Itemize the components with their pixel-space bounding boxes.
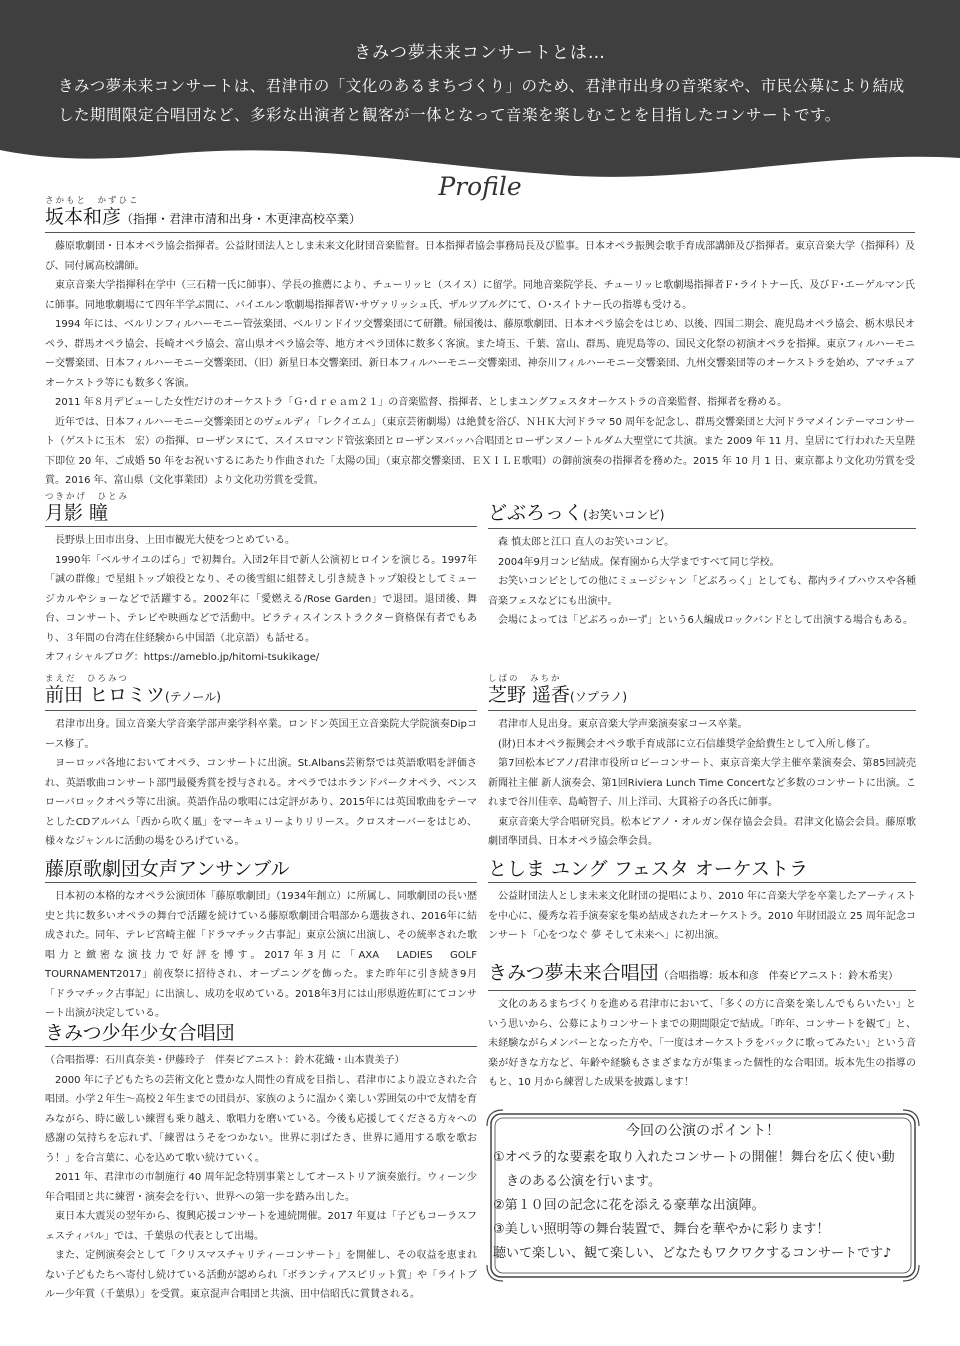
paragraph: 君津市出身。国立音楽大学音楽学部声楽学科卒業。ロンドン英国王立音楽院大学院演奏Dipコース修了。 [45,719,477,750]
name-role: (お笑いコンビ) [583,508,665,522]
profile-text [45,237,915,491]
name-text: どぶろっく [488,502,584,524]
name-ruby: しばの みちか [488,674,562,684]
name-role: （指揮・君津市清和出身・木更津高校卒業） [121,212,362,226]
profile-name [488,502,916,529]
name-text: 前田 ヒロミツ [45,684,166,706]
profile-tsukikage [45,492,477,668]
profile-kimitsu-youth-choir [45,1022,477,1305]
paragraph: ヨーロッパ各地においてオペラ、コンサートに出演。St.Albans芸術祭では英語歌唱を評価され、英語歌曲コンサート部門最優秀賞を授与される。オペラではホランドパークオペラ、ベンスローバロックオペラ等に出演。英語作品の歌唱には定評があり、2015年には英国歌曲をテーマ としたCDアルバム「西から吹く風」をマーキュリーよりリリース。クロスオーバーをはじめ、様々なジャンルに活動の場をひろげている。 [45,758,477,847]
header-description: きみつ夢未来コンサートは、君津市の「文化のあるまちづくり」のため、君津市出身の音楽家や、市民公募により結成した期間限定合唱団など、多彩な出演者と観客が一体となって音楽を楽しむことを目指したコンサートです。 [58,77,905,124]
name-ruby: まえだ ひろみつ [45,674,129,684]
paragraph: 近年では、日本フィルハーモニー交響楽団とのヴェルディ「レクイエム」（東京芸術劇場）は絶賛を浴び、ＮＨＫ大河ドラマ 50 周年を記念し、群馬交響楽団と大河ドラマメインテーマコンサート（ゲストに玉木 宏）の指揮、ローザンヌにて、スイスロマンド管弦楽団とローザンヌバッハ合唱団とローザンヌノートルダム大聖堂にて共演。また 2009 年 11 月、皇居にて行われた天皇陛下即位 20 年、ご成婚 50 年をお祝いするにあたり作曲された「太陽の国」（東京都交響楽団、ＥＸＩＬＥ歌唱）の御前演奏の指揮者を務めた。2015 年 10 月 1 日、東京都より文化功労賞を受賞。2016 年、富山県（文化事業団）より文化功労賞を受賞。 [45,416,915,486]
points-title: 今回の公演のポイント！ [626,1123,780,1139]
paragraph: 2004年9月コンビ結成。保育園から大学まですべて同じ学校。 [498,556,780,568]
point-item: きのある公演を行います。 [493,1174,661,1189]
paragraph: 藤原歌劇団・日本オペラ協会指揮者。公益財団法人としま未来文化財団音楽監督。日本指揮者協会事務局長及び監事。日本オペラ振興会歌手育成部講師及び指揮者。東京音楽大学（指揮科）及び、同付属高校講師。 [45,241,915,272]
name-ruby: さかもと かずひこ [45,196,140,206]
point-item: ②第１０回の記念に花を添える豪華な出演陣。 [493,1198,765,1213]
profile-name [45,502,477,527]
paragraph: 日本初の本格的なオペラ公演団体「藤原歌劇団」（1934年創立）に所属し、同歌劇団の長い歴史と共に数多いオペラの舞台で活躍を続けている藤原歌劇団合唱部から選抜され、2016年に結成された。同年、テレビ宮崎主催「ドラマチック古事記」東京公演に出演し、その統率された歌唱力と緻密な演技力で好評を博す。2017年3月に「AXA LADIES GOLF TOURNAMENT2017」前夜祭に招待され、オープニングを飾った。また昨年に引き続き9月「ドラマチック古事記」に出演し、成功を収めている。2018年3月には山形県遊佐町にてコンサート出演が決定している。 [45,891,477,1019]
paragraph: 2000 年に子どもたちの芸術文化と豊かな人間性の育成を目指し、君津市により設立された合唱団。小学２年生～高校２年生までの団員が、家族のように温かく楽しい雰囲気の中で友情を育みながら、時に厳しい練習も乗り越え、歌唱力を磨いている。今後も応援してくださる方々への感謝の気持ちを忘れず、「練習はうそをつかない。世界に羽ばたき、世界に通用する歌を歌おう！」を合言葉に、心を込めて歌い続けていく。 [45,1074,477,1164]
profile-text [488,533,916,631]
paragraph: 1994 年には、ベルリンフィルハーモニー管弦楽団、ベルリンドイツ交響楽団にて研鑽。帰国後は、藤原歌劇団、日本オペラ協会をはじめ、以後、四国二期会、鹿児島オペラ協会、栃木県民オペラ、群馬オペラ協会、長崎オペラ協会、富山県オペラ協会等、地方オペラ団体に数多く客演。また埼玉、千葉、富山、群馬、鹿児島等の、国民文化祭の初演オペラを指揮。東京フィルハーモニー交響楽団、日本フィルハーモニー交響楽団、（旧）新星日本交響楽団、新日本フィルハーモニー交響楽団、神奈川フィルハーモニー交響楽団、九州交響楽団等のオーケストラを始め、アマチュアオーケストラ等にも数多く客演。 [45,319,915,389]
profile-doburokku [488,502,916,631]
paragraph: 2011 年、君津市の市制施行 40 周年記念特別事業としてオーストリア演奏旅行。ウィーン少年合唱団と共に練習・演奏会を行い、世界への第一歩を踏み出した。 [45,1172,477,1203]
paragraph: 2011 年８月デビューした女性だけのオーケストラ「Ｇ･ｄｒｅａｍ２１」の音楽監督、指揮者、としまユングフェスタオーケストラの音楽監督、指揮者を務める。 [55,397,788,408]
name-text: 月影 瞳 [45,502,109,524]
choir-leaders: （合唱指導：石川真奈美・伊藤玲子 伴奏ピアニスト：鈴木花織・山本貴美子） [45,1055,405,1066]
profile-sakamoto [45,196,915,491]
paragraph: 1990年「ベルサイユのばら」で初舞台。入団2年目で新人公演初ヒロインを演じる。1997年「誠の群像」で星組トップ娘役となり、その後雪組に組替えし引き続きトップ娘役としてミュージカルやショーなどで活躍する。2002年に「愛燃える/Rose Garden」で退団。退団後、舞台、コンサート、テレビや映画などで活動中。ピラティスインストラクター資格保有者でもあり、３年間の台湾在住経験から中国語（北京語）も話せる。 [45,554,477,644]
paragraph: お笑いコンビとしての他にミュージシャン「どぶろっく」としても、都内ライブハウスや各種音楽フェスなどにも出演中。 [488,576,916,607]
name-text: 芝野 遥香 [488,684,571,706]
paragraph: 東京音楽大学指揮科在学中（三石精一氏に師事）、学長の推薦により、チューリッヒ（スイス）に留学。同地音楽院学長、チューリッヒ歌劇場指揮者Ｆ･ライトナー氏、及びＦ･エーゲルマン氏に師事。同地歌劇場にて四年半学ぶ間に、バイエルン歌劇場指揮者Ｗ･サヴァリッシュ氏、ザルツブルグにて、Ｏ･スイトナー氏の指導も受ける。 [45,280,915,311]
name-text: きみつ夢未来合唱団 [488,962,659,984]
name-text: 藤原歌劇団女声アンサンブル [45,858,290,880]
name-text: としま ユング フェスタ オーケストラ [488,858,809,880]
profile-fujiwara-ensemble [45,858,477,1024]
paragraph: (財)日本オペラ振興会オペラ歌手育成部に立石信雄奨学金給費生として入所し修了。 [498,738,876,750]
paragraph: 会場によっては「どぶろっかーず」という6人編成ロックバンドとして出演する場合もある。 [498,615,914,626]
profile-text [488,995,916,1093]
points-list [493,1146,917,1266]
point-item: ③美しい照明等の舞台装置で、舞台を華やかに彩ります！ [493,1222,830,1237]
name-ruby: つきかげ ひとみ [45,492,130,502]
profile-text [45,715,477,852]
paragraph: 君津市人見出身。東京音楽大学声楽演奏家コース卒業。 [498,719,748,730]
profile-maeda [45,674,477,852]
name-role: (ソプラノ) [570,690,628,704]
choir-leaders: （合唱指導：坂本和彦 伴奏ピアニスト：鈴木希実） [658,971,899,982]
profile-name [488,962,916,991]
profile-name [45,684,477,711]
name-text: 坂本和彦 [45,206,122,228]
point-item: ①オペラ的な要素を取り入れたコンサートの開催！舞台を広く使い動 [493,1150,895,1165]
paragraph: また、定例演奏会として「クリスマスチャリティーコンサート」を開催し、その収益を恵まれない子どもたちへ寄付し続けている活動が認められ「ボランティアスピリット賞」や「ライトブルー少年賞（千葉県）」を受賞。東京混声合唱団と共演、田中信昭氏に賞賛される。 [45,1250,477,1300]
profile-name [488,684,916,711]
profile-text [45,1051,477,1305]
profile-name [45,1022,477,1047]
profile-text [45,887,477,1024]
header-band [0,0,960,190]
point-item: 聴いて楽しい、観て楽しい、どなたもワクワクするコンサートです♪ [493,1246,892,1261]
profile-text [488,715,916,852]
official-blog: オフィシャルブログ：https://ameblo.jp/hitomi-tsukikage/ [45,652,320,663]
profile-kimitsu-dream-choir [488,962,916,1093]
profile-toshima-orchestra [488,858,916,946]
paragraph: 文化のあるまちづくりを進める君津市において、「多くの方に音楽を楽しんでもらいたい」という思いから、公募によりコンサートまでの期間限定で結成。「昨年、コンサートを観て」と、未経験ながらメンバーとなった方や、「一度はオーケストラをバックに歌ってみたい」という音楽が好きな方など、年齢や経験もさまざまな方が集まった個性的な合唱団。坂本先生の指導のもと、10 月から練習した成果を披露します！ [488,999,916,1088]
paragraph: 東京音楽大学合唱研究員。松本ピアノ・オルガン保存協会会員。君津文化協会会員。藤原歌劇団準団員、日本オペラ協会準会員。 [488,816,916,847]
paragraph: 第7回松本ピアノ/君津市役所ロビーコンサート、東京音楽大学主催卒業演奏会、第85回読売新聞社主催 新人演奏会、第1回Riviera Lunch Time Concertなど多数のコンサートに出演。これまで谷川佳幸、島崎智子、川上洋司、大貫裕子の各氏に師事。 [488,758,916,808]
header-title: きみつ夢未来コンサートとは… [354,43,606,63]
profile-name [45,858,477,883]
name-role: (テノール) [165,690,221,704]
profile-name [45,206,915,233]
profile-text [45,531,477,668]
paragraph: 公益財団法人としま未来文化財団の提唱により、2010 年に音楽大学を卒業したアーティストを中心に、優秀な若手演奏家を集め結成されたオーケストラ。2010 年財団設立 25 周年記念コンサート「心をつなぐ 夢 そして未来へ」に初出演。 [488,891,916,941]
paragraph: 東日本大震災の翌年から、復興応援コンサートを連続開催。2017 年夏は「子どもコーラスフェスティバル」では、千葉県の代表として出場。 [45,1211,477,1242]
paragraph: 長野県上田市出身、上田市観光大使をつとめている。 [55,535,295,546]
profile-text [488,887,916,946]
profile-shibano [488,674,916,852]
profile-heading: Profile [438,172,522,201]
name-text: きみつ少年少女合唱団 [45,1022,235,1044]
paragraph: 森 慎太郎と江口 直人のお笑いコンビ。 [498,537,675,548]
concert-points-box [485,1108,921,1283]
profile-name [488,858,916,883]
